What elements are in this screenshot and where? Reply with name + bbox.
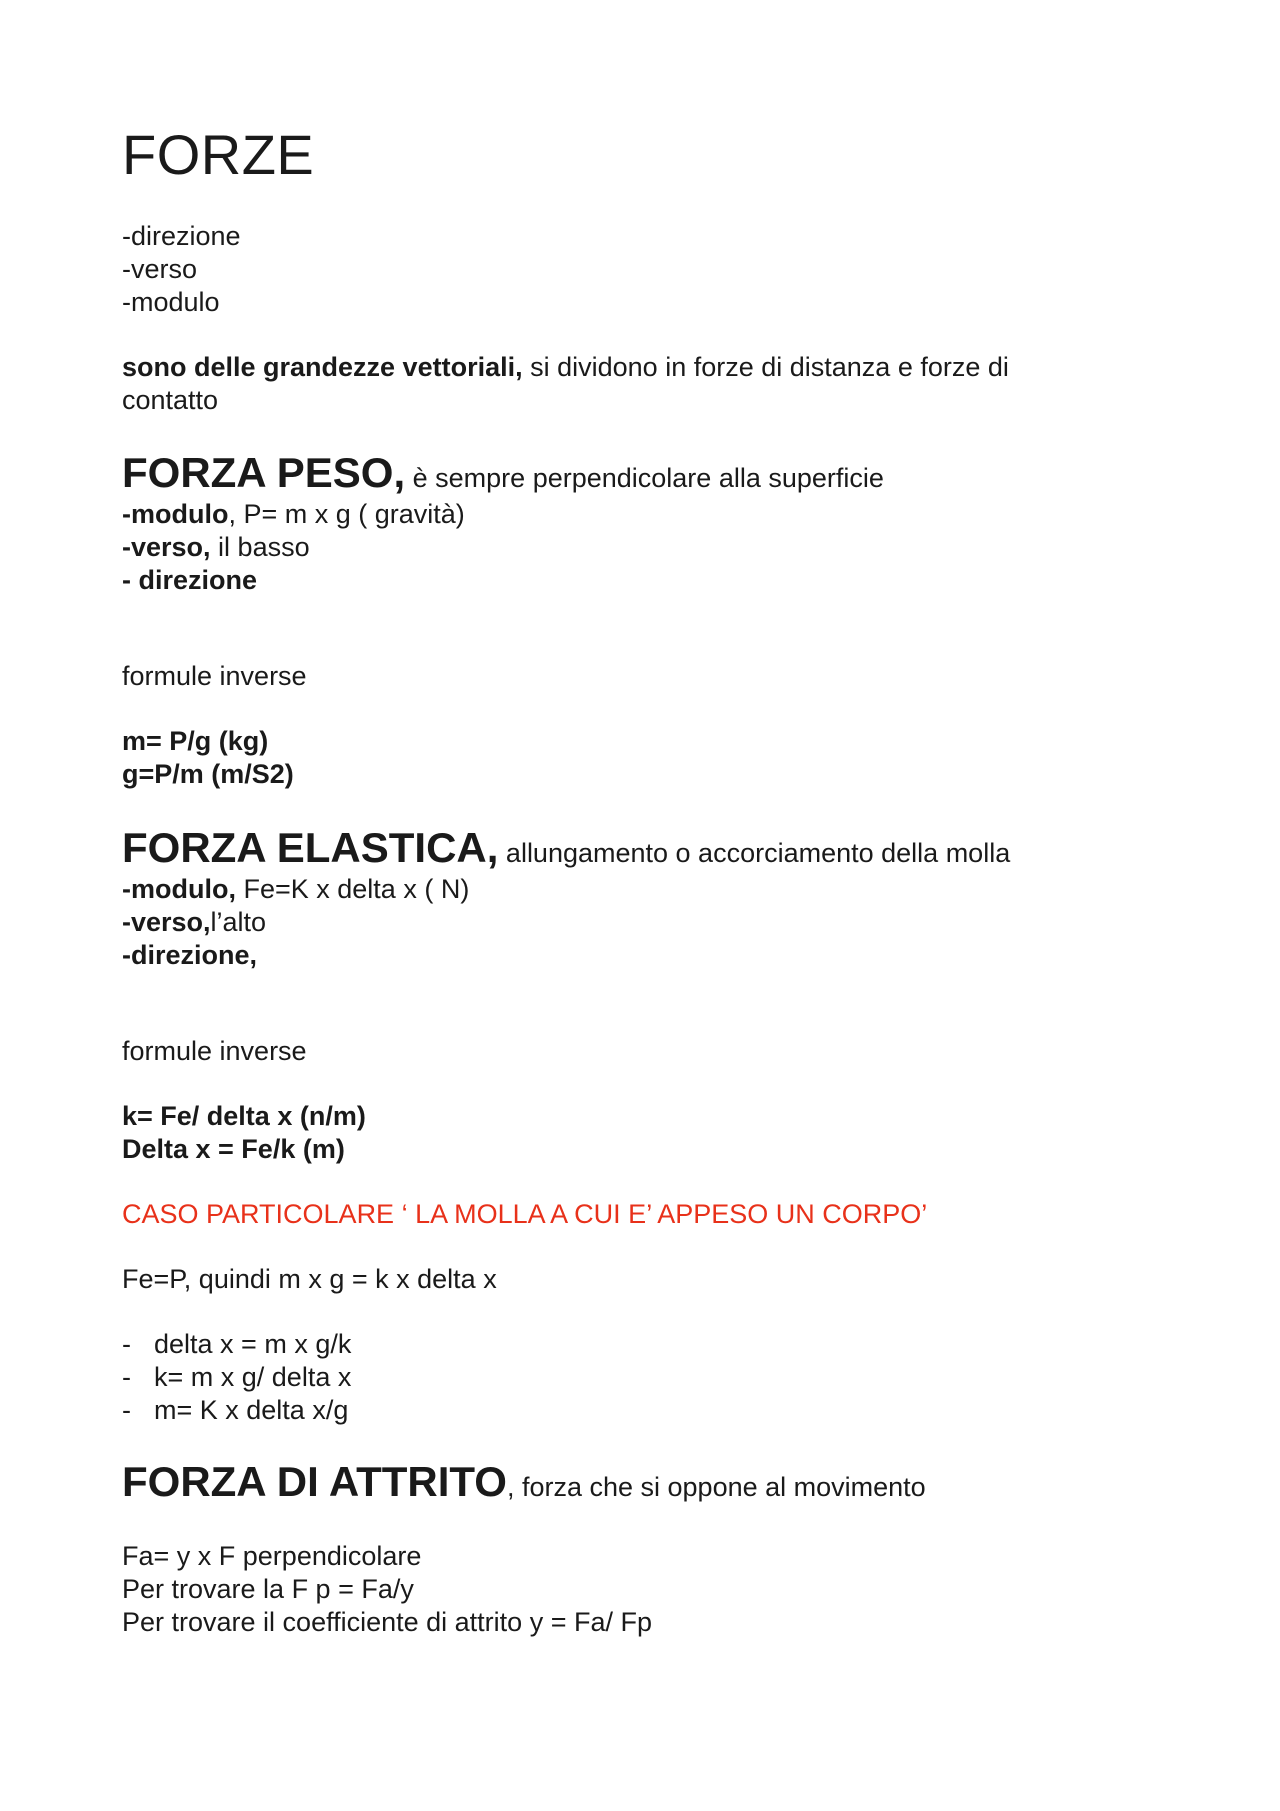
elastica-modulo-value: Fe=K x delta x ( N): [235, 874, 470, 904]
elastica-direzione-label: -direzione,: [122, 940, 258, 970]
peso-formula-2: [122, 758, 294, 791]
peso-verso: [122, 531, 310, 564]
bullet-dash: -: [122, 1329, 131, 1359]
intro-rest: si dividono in forze di distanza e forze di: [522, 352, 1009, 382]
list-item-text: m= K x delta x/g: [154, 1395, 349, 1425]
elastica-formula-1-text: k= Fe/ delta x (n/m): [122, 1101, 366, 1131]
page-title: FORZE: [122, 123, 315, 186]
list-item: [122, 1361, 351, 1394]
forza-attrito-desc: , forza che si oppone al movimento: [506, 1472, 926, 1502]
peso-formula-2-text: g=P/m (m/S2): [122, 759, 294, 789]
list-item: [122, 1328, 351, 1361]
list-item: [122, 1394, 348, 1427]
elastica-formula-2-text: Delta x = Fe/k (m): [122, 1134, 345, 1164]
property-verso: -verso: [122, 254, 198, 284]
peso-formula-1: [122, 725, 268, 758]
section-forza-peso-heading: [122, 448, 884, 498]
elastica-modulo-label: -modulo,: [122, 874, 236, 904]
special-case-heading: CASO PARTICOLARE ‘ LA MOLLA A CUI E’ APPESO UN CORPO’: [122, 1199, 928, 1229]
attrito-line-1: Fa= y x F perpendicolare: [122, 1541, 422, 1571]
bullet-dash: -: [122, 1395, 131, 1425]
elastica-formula-1: [122, 1100, 366, 1133]
list-item-text: k= m x g/ delta x: [154, 1362, 352, 1392]
peso-inverse-label: formule inverse: [122, 661, 307, 691]
property-direzione: -direzione: [122, 221, 241, 251]
elastica-verso-label: -verso,: [122, 907, 211, 937]
elastica-verso: [122, 906, 266, 939]
list-item-text: delta x = m x g/k: [154, 1329, 352, 1359]
property-modulo: -modulo: [122, 287, 220, 317]
intro-paragraph: [122, 351, 1009, 384]
peso-direzione: [122, 564, 257, 597]
section-forza-attrito-heading: [122, 1457, 926, 1507]
forza-attrito-title: FORZA DI ATTRITO: [122, 1458, 507, 1505]
bullet-dash: -: [122, 1362, 131, 1392]
elastica-verso-value: l’alto: [210, 907, 267, 937]
elastica-direzione: [122, 939, 257, 972]
attrito-line-2: Per trovare la F p = Fa/y: [122, 1574, 414, 1604]
intro-bold: sono delle grandezze vettoriali,: [122, 352, 523, 382]
peso-formula-1-text: m= P/g (kg): [122, 726, 269, 756]
forza-peso-title: FORZA PESO,: [122, 449, 406, 496]
elastica-formula-2: [122, 1133, 345, 1166]
forza-elastica-desc: allungamento o accorciamento della molla: [498, 838, 1011, 868]
special-case-equation: Fe=P, quindi m x g = k x delta x: [122, 1264, 497, 1294]
elastica-modulo: [122, 873, 469, 906]
peso-direzione-label: - direzione: [122, 565, 258, 595]
peso-verso-label: -verso,: [122, 532, 211, 562]
elastica-inverse-label: formule inverse: [122, 1036, 307, 1066]
peso-modulo-value: , P= m x g ( gravità): [228, 499, 465, 529]
forza-elastica-title: FORZA ELASTICA,: [122, 824, 499, 871]
attrito-line-3: Per trovare il coefficiente di attrito y = Fa/ Fp: [122, 1607, 652, 1637]
peso-modulo: [122, 498, 465, 531]
forza-peso-desc: è sempre perpendicolare alla superficie: [405, 463, 884, 493]
intro-continuation: contatto: [122, 385, 219, 415]
section-forza-elastica-heading: [122, 823, 1010, 873]
peso-modulo-label: -modulo: [122, 499, 229, 529]
peso-verso-value: il basso: [210, 532, 310, 562]
